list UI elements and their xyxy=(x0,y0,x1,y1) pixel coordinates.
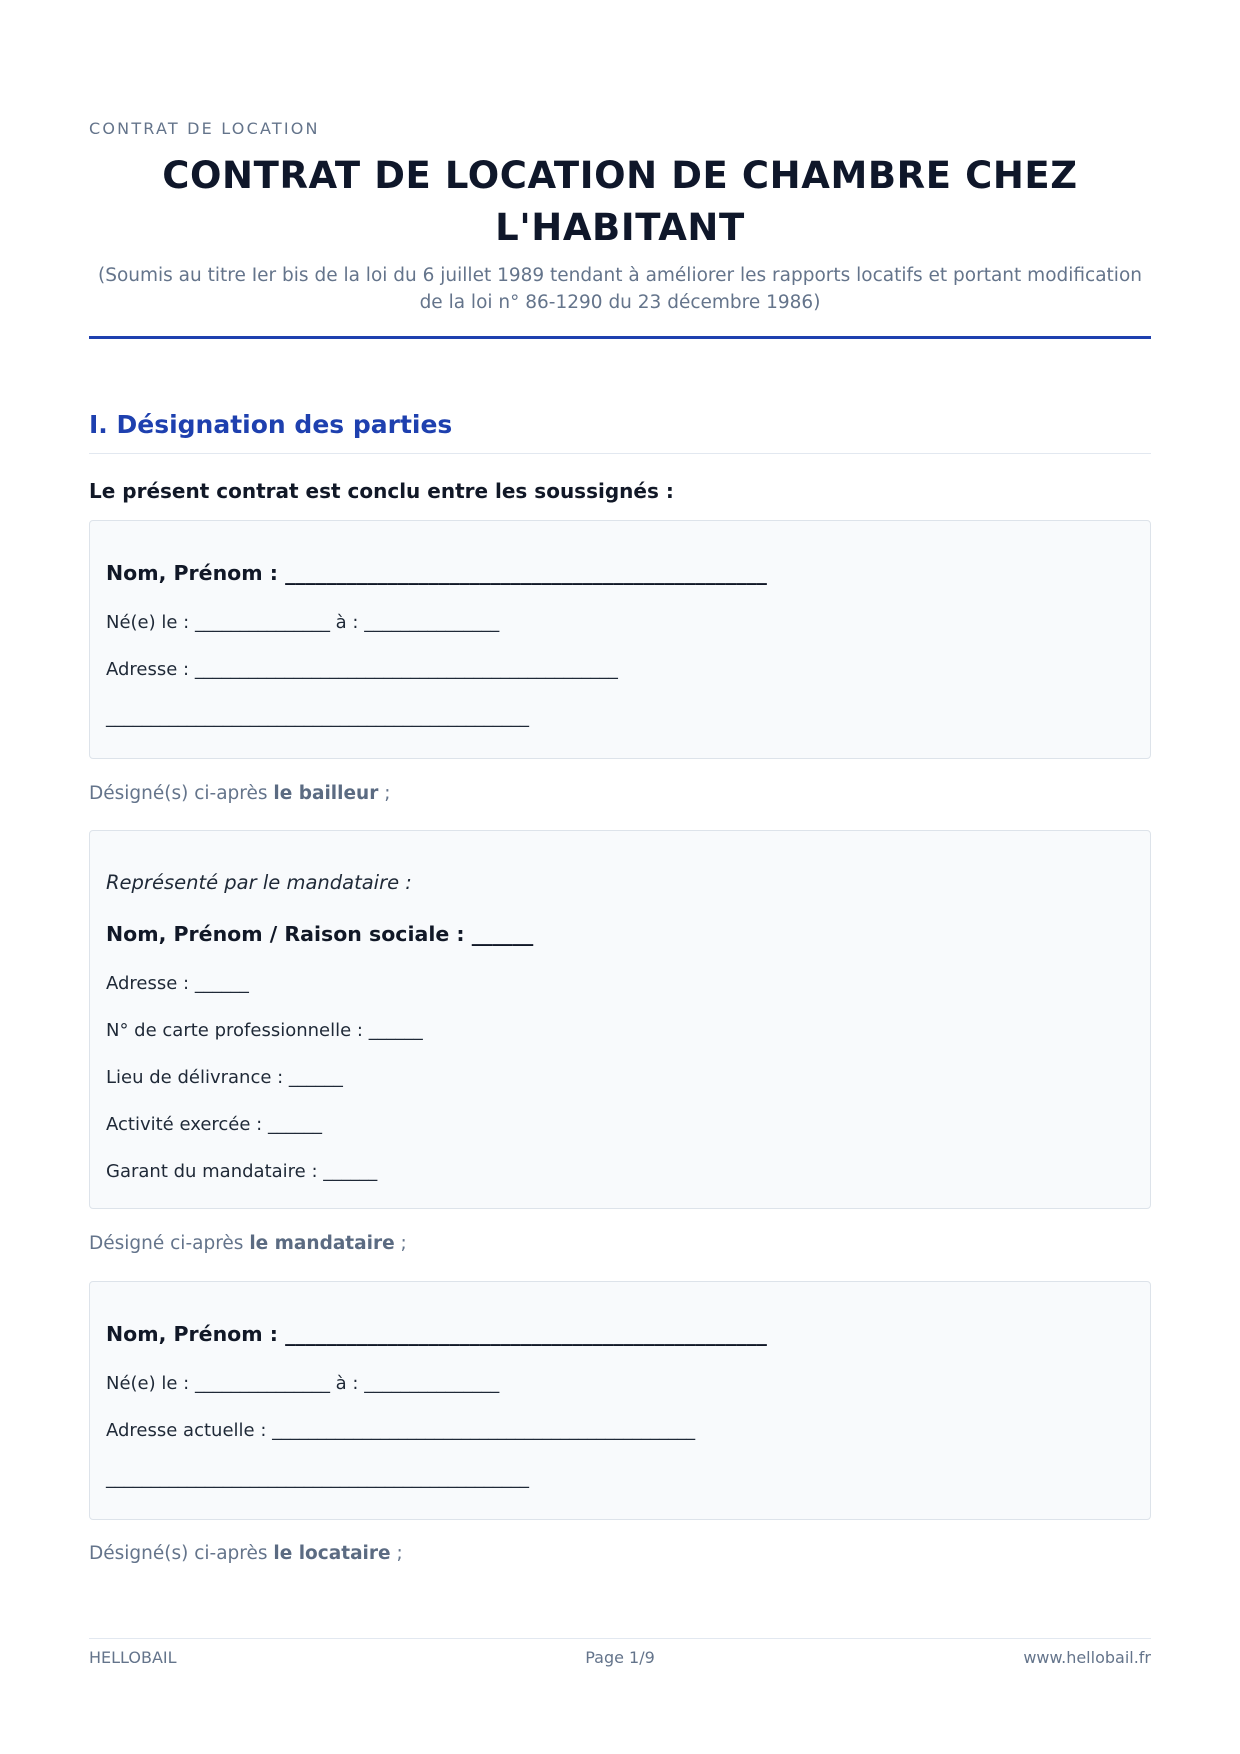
title-divider xyxy=(89,336,1151,339)
locataire-box xyxy=(89,1281,1151,1520)
locataire-address-line2[interactable]: _______________________________________________ xyxy=(106,1468,529,1489)
bailleur-address-line2[interactable]: _______________________________________________ xyxy=(106,707,529,728)
section-divider xyxy=(89,453,1151,454)
mandataire-designation: Désigné ci-après le mandataire ; xyxy=(89,1233,407,1254)
footer-website-link[interactable]: www.hellobail.fr xyxy=(1023,1648,1151,1667)
parties-intro: Le présent contrat est conclu entre les soussignés : xyxy=(89,479,674,503)
document-kicker: CONTRAT DE LOCATION xyxy=(89,119,320,138)
locataire-name-field[interactable]: Nom, Prénom : _______________________________________________ xyxy=(106,1322,767,1346)
footer-divider xyxy=(89,1638,1151,1639)
section-title-parties: I. Désignation des parties xyxy=(89,410,453,439)
bailleur-birth-field[interactable]: Né(e) le : _______________ à : _______________ xyxy=(106,612,500,633)
bailleur-box xyxy=(89,520,1151,759)
mandataire-guarantor-field[interactable]: Garant du mandataire : ______ xyxy=(106,1161,378,1182)
bailleur-role: le bailleur xyxy=(273,783,379,804)
mandataire-address-field[interactable]: Adresse : ______ xyxy=(106,973,249,994)
footer-page-number: Page 1/9 xyxy=(585,1648,655,1667)
mandataire-name-field[interactable]: Nom, Prénom / Raison sociale : ______ xyxy=(106,922,534,946)
mandataire-represented-label: Représenté par le mandataire : xyxy=(106,871,412,894)
mandataire-role: le mandataire xyxy=(249,1233,395,1254)
mandataire-box xyxy=(89,830,1151,1209)
locataire-address-field[interactable]: Adresse actuelle : _______________________________________________ xyxy=(106,1420,696,1441)
bailleur-name-field[interactable]: Nom, Prénom : _______________________________________________ xyxy=(106,561,767,585)
bailleur-designation: Désigné(s) ci-après le bailleur ; xyxy=(89,783,391,804)
document-subtitle: (Soumis au titre Ier bis de la loi du 6 juillet 1989 tendant à améliorer les rapports locatifs et portant modification de la loi n° 86-1290 du 23 décembre 1986) xyxy=(97,265,1142,313)
mandataire-activity-field[interactable]: Activité exercée : ______ xyxy=(106,1114,322,1135)
locataire-birth-field[interactable]: Né(e) le : _______________ à : _______________ xyxy=(106,1373,500,1394)
locataire-designation: Désigné(s) ci-après le locataire ; xyxy=(89,1543,403,1564)
document-title: CONTRAT DE LOCATION DE CHAMBRE CHEZ L'HABITANT xyxy=(162,154,1078,249)
mandataire-card-field[interactable]: N° de carte professionnelle : ______ xyxy=(106,1020,423,1041)
bailleur-address-field[interactable]: Adresse : _______________________________________________ xyxy=(106,659,618,680)
locataire-role: le locataire xyxy=(273,1543,391,1564)
footer-brand: HELLOBAIL xyxy=(89,1648,177,1667)
mandataire-place-field[interactable]: Lieu de délivrance : ______ xyxy=(106,1067,343,1088)
